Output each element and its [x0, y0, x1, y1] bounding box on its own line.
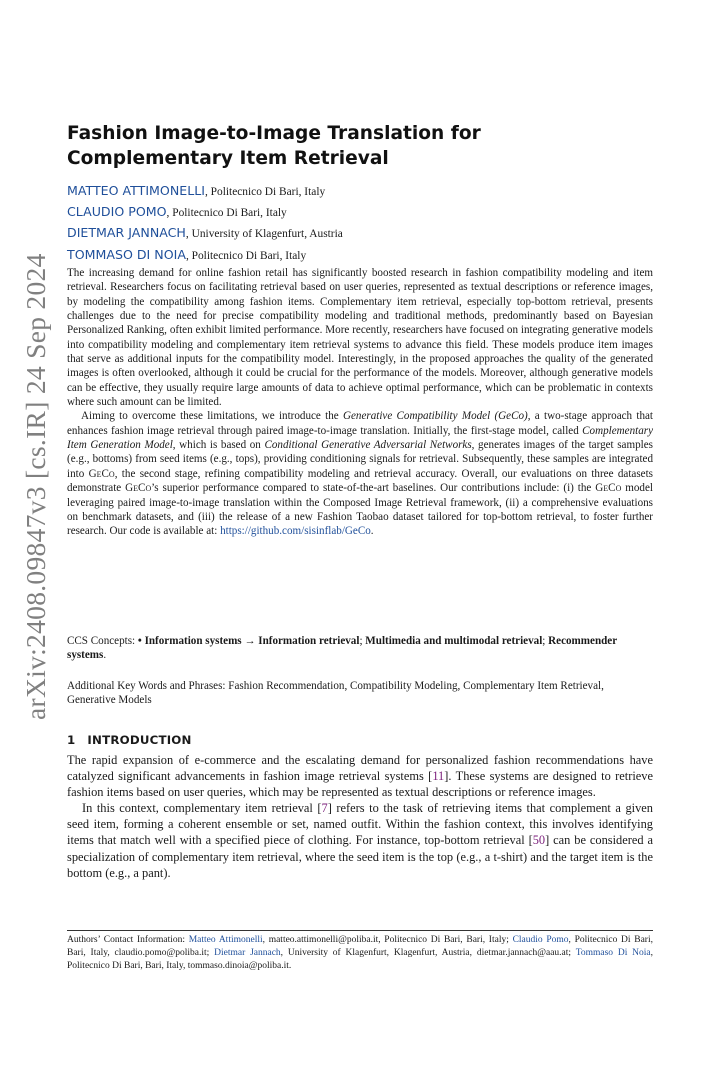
- text-run: model leveraging paired image-to-image translation within the Composed Image Retrieval framework, (ii) a comprehensive evaluations on benchmark datasets, and (iii) the release of a new Fashion Taobao dataset tailored for top-bottom retrieval, to foster further research. Our code is available at:: [67, 482, 653, 538]
- author-entry: [67, 202, 653, 223]
- model-name: Generative Compatibility Model (GeCo): [342, 410, 528, 423]
- author-entry: [67, 181, 653, 202]
- section-title: INTRODUCTION: [87, 733, 192, 747]
- model-name: GeCo: [125, 482, 152, 495]
- model-name: GeCo: [595, 482, 622, 495]
- author-link[interactable]: Claudio Pomo: [512, 935, 569, 945]
- text-run: .: [103, 649, 107, 662]
- model-name: Conditional Generative Adversarial Networks: [264, 439, 472, 452]
- citation-link[interactable]: 50: [532, 833, 546, 848]
- text-run: , generates images of the target samples (e.g., bottoms) from seed items (e.g., tops), providing conditioning signals for retrieval. Subsequently, these samples are integrated into: [67, 439, 653, 480]
- author-affiliation: , Politecnico Di Bari, Italy: [185, 249, 307, 262]
- ccs-concept: Multimedia and multimodal retrieval: [365, 635, 543, 647]
- author-name[interactable]: MATTEO ATTIMONELLI: [67, 183, 205, 198]
- text-run: ’s superior performance compared to state-of-the-art baselines. Our contributions include: (i) the: [151, 482, 596, 495]
- author-affiliation: , University of Klagenfurt, Austria: [185, 228, 343, 241]
- footnote-label: Authors’ Contact Information:: [67, 935, 189, 945]
- author-entry: [67, 223, 653, 244]
- ccs-label: CCS Concepts:: [67, 635, 138, 647]
- citation-link[interactable]: 11: [432, 769, 445, 784]
- text-run: , a two-stage approach that enhances fashion image retrieval through paired image-to-image translation. Initially, the first-stage model, called: [67, 410, 654, 437]
- model-name: GeCo: [88, 467, 115, 480]
- author-affiliation: , Politecnico Di Bari, Italy: [204, 186, 326, 198]
- text-run: , which is based on: [172, 439, 265, 452]
- text-run: ] can be considered a specialization of complementary item retrieval, where the seed item is the top (e.g., a t-shirt) and the target item is the bottom (e.g., a pant).: [67, 833, 653, 880]
- text-run: , University of Klagenfurt, Klagenfurt, Austria, dietmar.jannach@aau.at;: [280, 948, 576, 959]
- paper-title: Fashion Image-to-Image Translation for Complementary Item Retrieval: [67, 123, 481, 169]
- author-link[interactable]: Matteo Attimonelli: [188, 935, 263, 945]
- abstract-paragraph: The increasing demand for online fashion retail has significantly boosted research in fashion compatibility modeling and item retrieval. Researchers focus on facilitating retrieval based on user queries, represented as textual descriptions or reference images, by modeling the compatibility among fashion items. Complementary item retrieval, especially top-bottom retrieval, presents challenges due to the need for precise compatibility modeling and traditional methods, predominantly based on Bayesian Personalized Ranking, often exhibit limited performance. More recently, researchers have focused on integrating generative models into compatibility modeling and complementary item retrieval systems to advance this field. These models produce item images that serve as additional inputs for the compatibility model. Interestingly, in the proposed approaches the quality of the generated images is often overlooked, although it could be crucial for the performance of the models. Moreover, although generative models can be effective, they usually require large amounts of data to achieve optimal performance, which can be problematic in contexts where such amount can be limited.: [67, 267, 653, 409]
- text-run: ] refers to the task of retrieving items that complement a given seed item, forming a coherent ensemble or set, named outfit. Within the fashion context, this involves identifying items that match well with a specified piece of clothing. For instance, top-bottom retrieval [: [67, 801, 653, 848]
- text-run: ]. These systems are designed to retrieve fashion items based on user queries, which may be represented as textual descriptions or reference images.: [67, 769, 653, 800]
- ccs-concepts: [67, 634, 653, 663]
- author-list: [67, 181, 653, 266]
- body-paragraph: [67, 800, 653, 880]
- author-link[interactable]: Tommaso Di Noia: [575, 948, 651, 959]
- citation-link[interactable]: 7: [321, 801, 328, 816]
- text-run: In this context, complementary item retrieval [: [82, 801, 322, 816]
- abstract-paragraph: [67, 409, 653, 538]
- model-name: Complementary Item Generation Model: [67, 424, 653, 452]
- text-run: ;: [359, 635, 366, 647]
- ccs-concept: Information systems: [144, 635, 242, 647]
- text-run: , Politecnico Di Bari, Bari, Italy, claudio.pomo@poliba.it;: [67, 935, 653, 959]
- text-run: Aiming to overcome these limitations, we introduce the: [81, 410, 343, 423]
- arrow-icon: →: [241, 635, 259, 647]
- author-link[interactable]: Dietmar Jannach: [214, 948, 281, 959]
- footnote-divider: [67, 930, 653, 931]
- section-number: 1: [67, 733, 76, 747]
- section-heading: [67, 733, 192, 747]
- author-entry: [67, 245, 653, 266]
- abstract: [67, 266, 653, 539]
- author-contact-footnote: [67, 934, 653, 973]
- ccs-bullet: •: [137, 635, 145, 647]
- text-run: .: [370, 525, 374, 538]
- author-name[interactable]: DIETMAR JANNACH: [67, 225, 186, 241]
- ccs-concept: Recommender systems: [67, 635, 617, 662]
- keywords: Additional Key Words and Phrases: Fashion Recommendation, Compatibility Modeling, Complementary Item Retrieval, Generative Models: [67, 680, 604, 707]
- text-run: , Politecnico Di Bari, Bari, Italy, tommaso.dinoia@poliba.it.: [67, 948, 653, 972]
- arxiv-identifier: arXiv:2408.09847v3 [cs.IR] 24 Sep 2024: [20, 253, 51, 720]
- body-paragraph: [67, 752, 653, 800]
- text-run: The rapid expansion of e-commerce and the escalating demand for personalized fashion recommendations have catalyzed significant advancements in fashion image retrieval systems [: [67, 753, 653, 784]
- author-affiliation: , Politecnico Di Bari, Italy: [166, 207, 287, 220]
- author-name[interactable]: CLAUDIO POMO: [67, 204, 167, 220]
- code-link[interactable]: https://github.com/sisinflab/GeCo: [220, 525, 371, 538]
- text-run: , the second stage, refining compatibility modeling and retrieval accuracy. Overall, our evaluations on three datasets demonstrate: [67, 467, 653, 495]
- author-name[interactable]: TOMMASO DI NOIA: [67, 246, 186, 262]
- section-body: [67, 752, 653, 881]
- text-run: , matteo.attimonelli@poliba.it, Politecnico Di Bari, Bari, Italy;: [262, 935, 513, 945]
- ccs-concept: Information retrieval: [258, 635, 360, 647]
- text-run: ;: [542, 635, 549, 647]
